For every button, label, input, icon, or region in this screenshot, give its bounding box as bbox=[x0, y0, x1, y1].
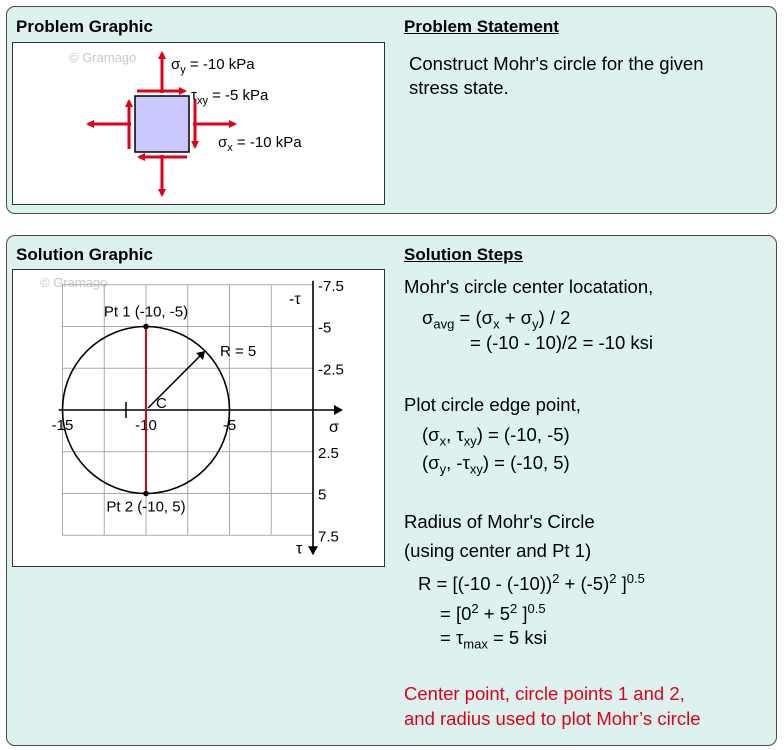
tau-axis-label: τ bbox=[296, 540, 303, 558]
pt2-label: Pt 2 (-10, 5) bbox=[106, 498, 186, 516]
step1-heading: Mohr's circle center locatation, bbox=[404, 276, 654, 297]
y-tick-label: 5 bbox=[318, 486, 327, 504]
step3-heading: Radius of Mohr's Circle bbox=[404, 511, 595, 532]
pt1-marker bbox=[143, 324, 149, 330]
step3-sub: (using center and Pt 1) bbox=[404, 540, 592, 561]
problem-graphic-title: Problem Graphic bbox=[16, 17, 153, 36]
step3-line2: = [$0^2 + 5^2$ ]$^{0.5}$ bbox=[440, 601, 546, 625]
pt2-marker bbox=[143, 491, 149, 497]
x-tick-label: -10 bbox=[135, 417, 157, 434]
problem-figure bbox=[12, 42, 385, 205]
step1-line2: = (-10 - 10)/2 = -10 ksi bbox=[470, 332, 654, 353]
step2-line1: ($\sigma_x$, $\tau_{xy}) = (-10$, -5) bbox=[422, 424, 570, 449]
note-line1: Center point, circle points 1 and 2, bbox=[404, 683, 685, 704]
radius-line bbox=[148, 355, 201, 408]
problem-statement-title: Problem Statement bbox=[404, 17, 559, 36]
tau-xy-label: τxy = -5 kPa $\tau_{xy} = -5$ kPa bbox=[191, 87, 269, 107]
note-line2: and radius used to plot Mohr’s circle bbox=[404, 708, 701, 729]
solution-figure bbox=[12, 269, 385, 567]
step3-line1: $R = [(-10 - (-10))^2 + (-5)^2$ ]$^{0.5}$ bbox=[418, 571, 645, 595]
step3-line3: = $\tau_{max} = 5$ ksi bbox=[440, 627, 547, 652]
tau-axis-arrowhead bbox=[308, 546, 318, 555]
center-label: C bbox=[156, 395, 167, 412]
neg-tau-axis-label: -τ bbox=[289, 290, 301, 308]
solution-steps-title: Solution Steps bbox=[404, 245, 523, 264]
problem-statement-line1: Construct Mohr's circle for the given bbox=[409, 53, 704, 74]
sigma-y-label: σy = -10 kPa $\sigma_y = -10$ kPa bbox=[171, 56, 255, 76]
x-tick-label: -5 bbox=[222, 417, 237, 434]
radius-label: R = 5 bbox=[220, 343, 257, 360]
problem-statement-line2: stress state. bbox=[409, 77, 509, 98]
step1-line1: $\sigma_{avg} = (\sigma_x + \sigma_y) / 2$ bbox=[422, 307, 571, 332]
solution-watermark: © Gramago bbox=[40, 275, 108, 290]
step2-line2: ($\sigma_y$, $-\tau_{xy}) = (-10$, 5) bbox=[422, 452, 570, 477]
y-tick-label: -5 bbox=[318, 319, 332, 337]
pt1-label: Pt 1 (-10, -5) bbox=[103, 303, 189, 321]
problem-watermark: © Gramago bbox=[69, 50, 137, 65]
stress-element-diagram bbox=[13, 43, 383, 203]
step2-heading: Plot circle edge point, bbox=[404, 394, 581, 415]
sigma-x-label: σx = -10 kPa $\sigma_x = -10$ kPa bbox=[218, 134, 302, 154]
y-tick-label: -7.5 bbox=[318, 277, 344, 295]
y-tick-label: 2.5 bbox=[318, 444, 339, 462]
mohrs-circle-chart bbox=[13, 270, 383, 565]
sigma-axis-arrowhead bbox=[334, 405, 343, 415]
x-tick-label: -15 bbox=[51, 417, 74, 434]
stress-element-square bbox=[135, 96, 189, 152]
sigma-axis-label: σ bbox=[329, 419, 339, 436]
solution-graphic-title: Solution Graphic bbox=[16, 245, 153, 264]
y-tick-label: -2.5 bbox=[318, 361, 344, 379]
y-tick-label: 7.5 bbox=[318, 528, 339, 546]
